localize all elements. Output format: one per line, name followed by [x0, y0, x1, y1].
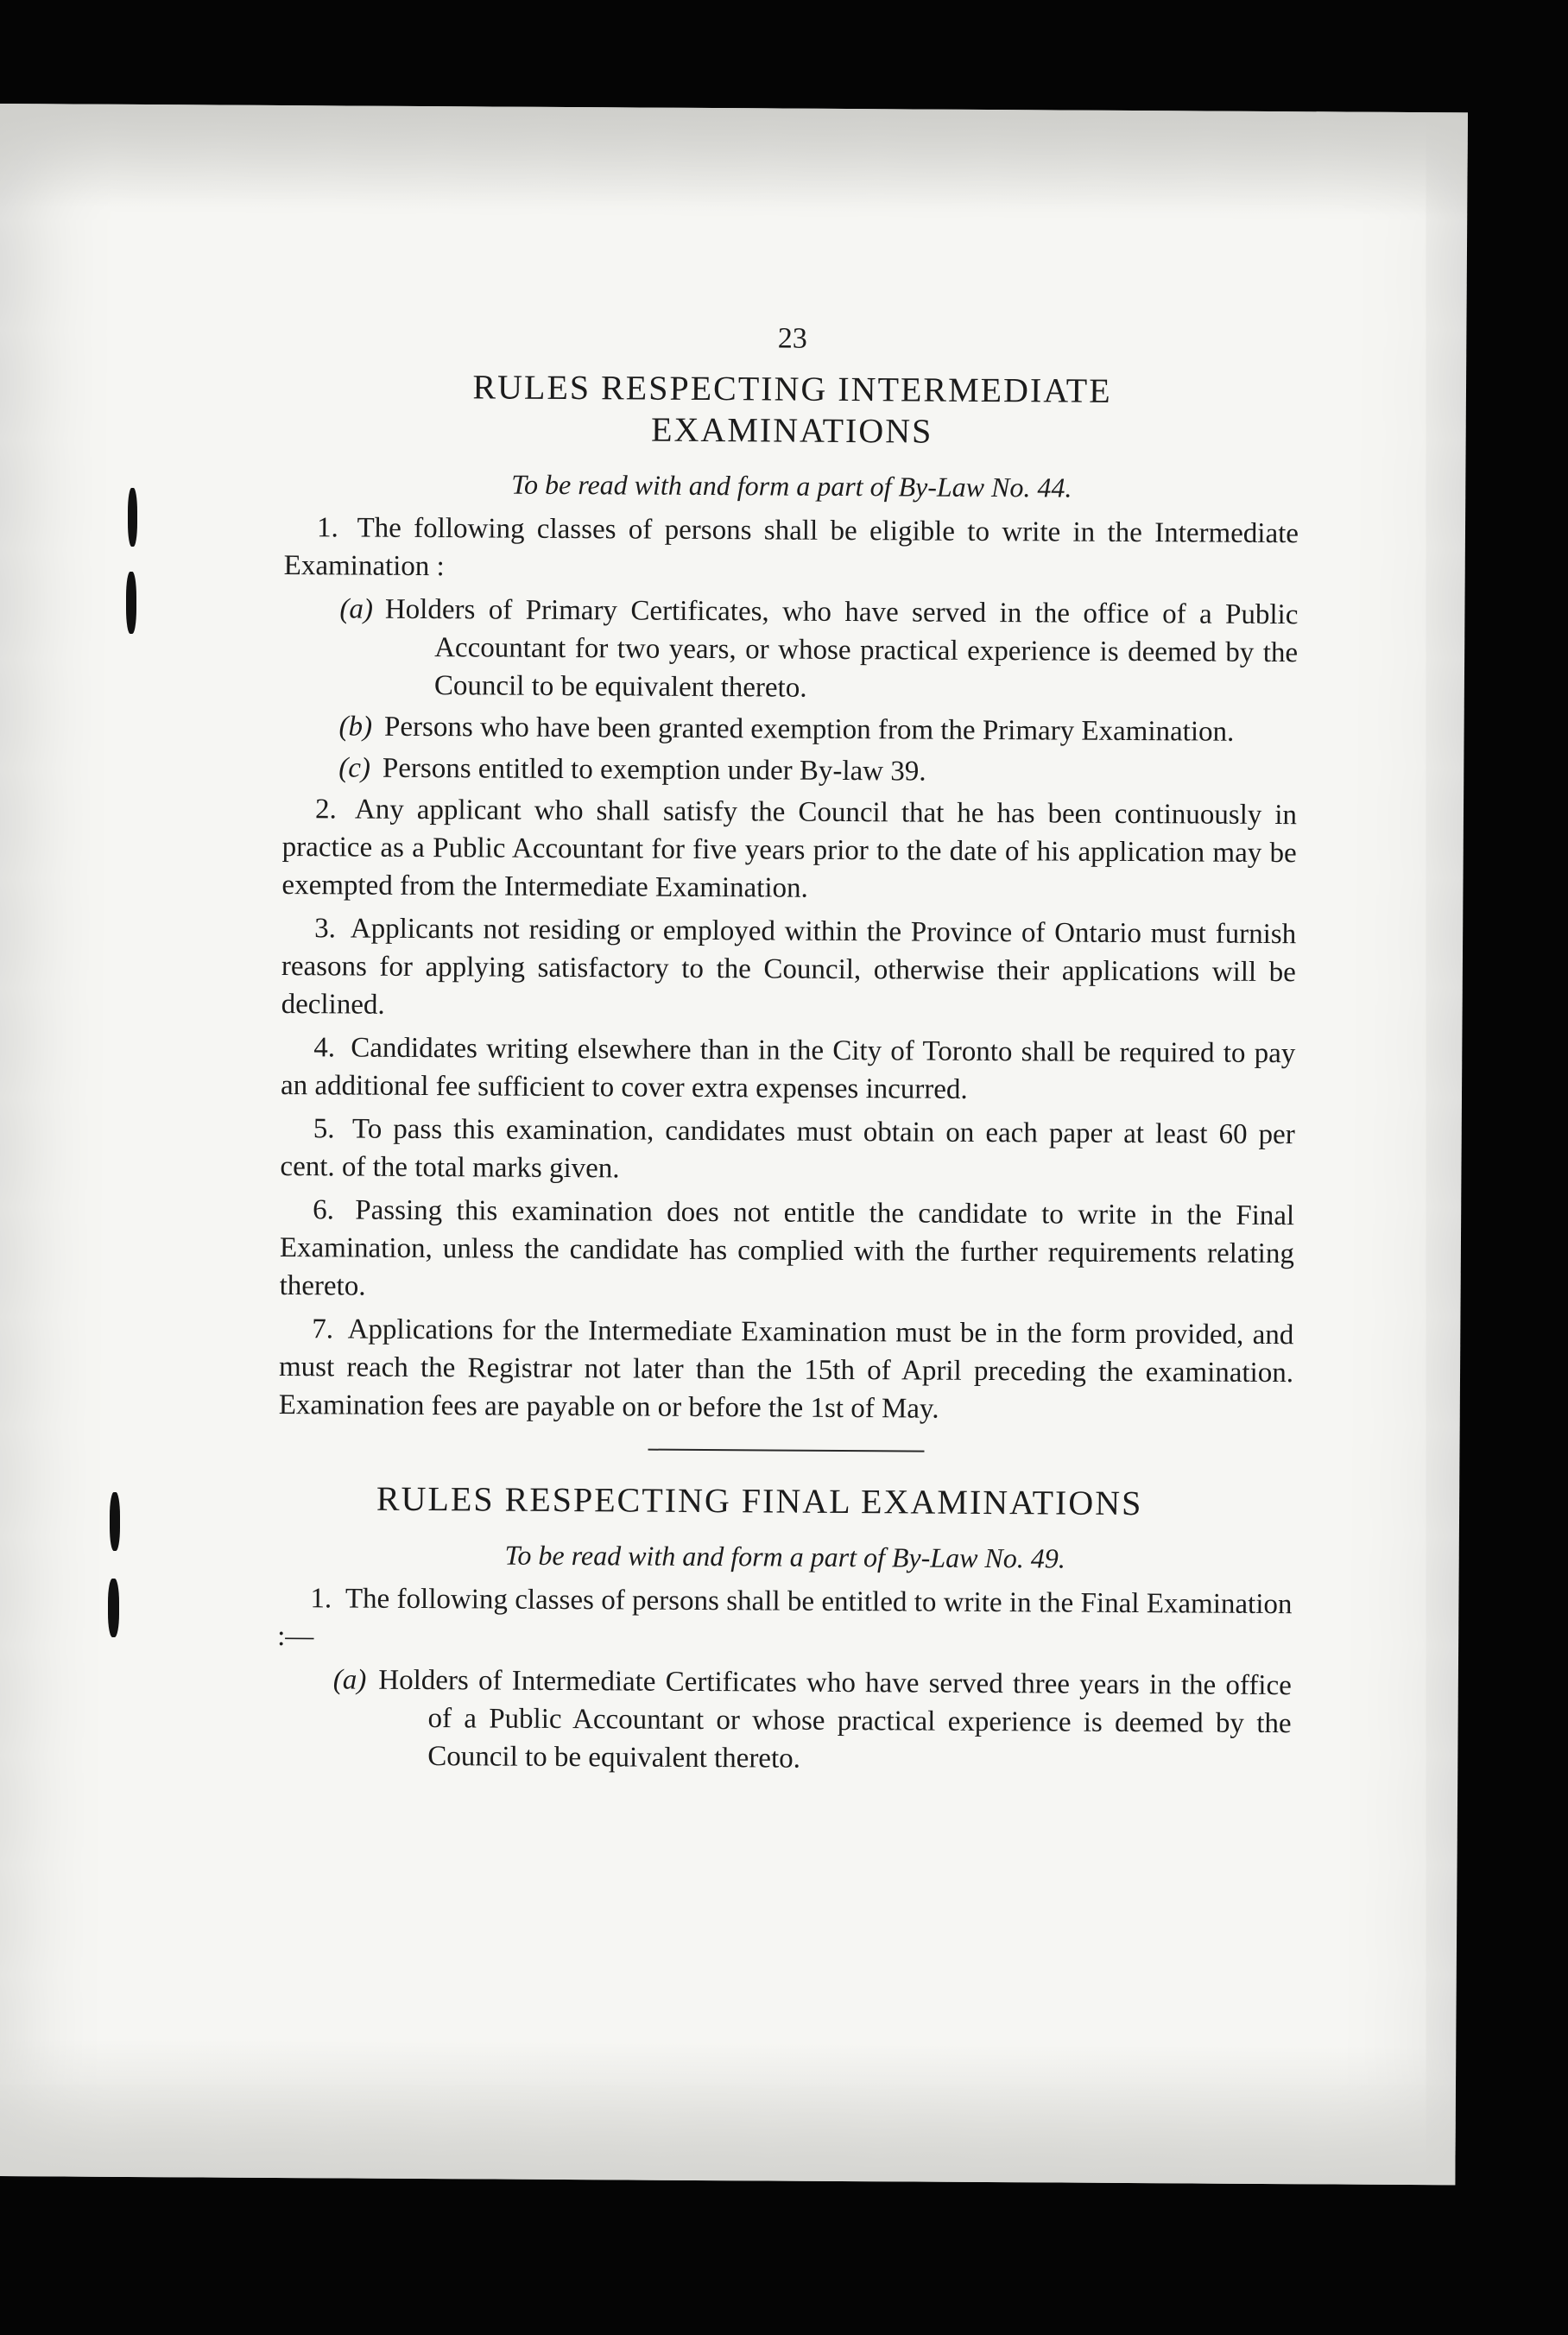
section1-rule-1-item-b [282, 707, 1297, 751]
section1-rule-1-item-c [282, 749, 1297, 793]
section2-subtitle: To be read with and form a part of By-Law No. 49. [504, 1539, 1065, 1574]
section1-heading-line1: RULES RESPECTING INTERMEDIATE [472, 367, 1112, 410]
section1-rule-4 [281, 1028, 1296, 1111]
item-label: (b) [338, 711, 373, 743]
rule-text: To pass this examination, candidates must obtain on each paper at least 60 per cent. of the total marks given. [280, 1113, 1295, 1185]
section1-subtitle: To be read with and form a part of By-Law No. 44. [511, 468, 1072, 503]
rule-text: The following classes of persons shall be eligible to write in the Intermediate Examination : [283, 512, 1299, 583]
section1-rule-7 [279, 1310, 1294, 1430]
rule-text: Any applicant who shall satisfy the Council that he has been continuously in practice as a Public Accountant for five years prior to the date of his application may be exempted from the Intermediate Examination. [281, 794, 1298, 904]
rule-text: Candidates writing elsewhere than in the City of Toronto shall be required to pay an additional fee sufficient to cover extra expenses incurred. [280, 1032, 1296, 1105]
item-text: Holders of Primary Certificates, who have served in the office of a Public Accountant for two years, or whose practical experience is deemed by the Council to be equivalent thereto. [384, 593, 1299, 704]
page-number: 23 [777, 322, 807, 355]
item-text: Persons who have been granted exemption from the Primary Examination. [383, 711, 1235, 748]
page-content [276, 317, 1299, 1784]
section1-rule-1 [284, 509, 1299, 591]
rule-number: 4. [313, 1032, 336, 1064]
scan-mark [126, 572, 136, 634]
rule-number: 1. [316, 512, 338, 544]
item-label: (a) [332, 1664, 367, 1696]
rule-text: Applications for the Intermediate Examination must be in the form provided, and must reach the Registrar not later than the 15th of April preceding the examination. Examination fees are payable on or before the 1st of May. [278, 1313, 1294, 1425]
section1-heading [285, 365, 1300, 454]
scan-mark [128, 488, 137, 547]
rule-number: 3. [314, 913, 337, 945]
item-label: (a) [339, 593, 374, 625]
scan-mark [108, 1579, 119, 1637]
item-label: (c) [338, 752, 371, 784]
item-text: Holders of Intermediate Certificates who have served three years in the office of a Public Accountant or whose practical experience is deemed by the Council to be equivalent thereto. [378, 1664, 1292, 1775]
section1-rule-3 [281, 909, 1297, 1029]
section1-rule-1-item-a [283, 590, 1299, 710]
rule-text: Passing this examination does not entitle the candidate to write in the Final Examination, unless the candidate has complied with the further requirements relating thereto. [279, 1194, 1295, 1302]
section1-heading-line2: EXAMINATIONS [650, 409, 933, 451]
section2-rule-1-item-a [276, 1661, 1292, 1781]
rule-number: 7. [312, 1313, 334, 1345]
section1-rule-6 [280, 1191, 1295, 1311]
rule-number: 5. [313, 1113, 335, 1145]
rule-text: The following classes of persons shall be entitled to write in the Final Examination :— [277, 1583, 1293, 1653]
section2-rule-1 [277, 1579, 1293, 1661]
section2-heading: RULES RESPECTING FINAL EXAMINATIONS [376, 1478, 1143, 1523]
rule-number: 2. [314, 794, 337, 826]
rule-text: Applicants not residing or employed within the Province of Ontario must furnish reasons for applying satisfactory to the Council, otherwise their applications will be declined. [281, 913, 1297, 1021]
rule-number: 6. [313, 1194, 335, 1226]
section1-rule-5 [280, 1110, 1295, 1192]
scan-mark [110, 1492, 120, 1551]
rule-number: 1. [310, 1583, 332, 1615]
item-text: Persons entitled to exemption under By-law 39. [382, 752, 926, 788]
section1-rule-2 [281, 790, 1297, 910]
document-page [0, 104, 1468, 2185]
section-divider [648, 1449, 924, 1452]
